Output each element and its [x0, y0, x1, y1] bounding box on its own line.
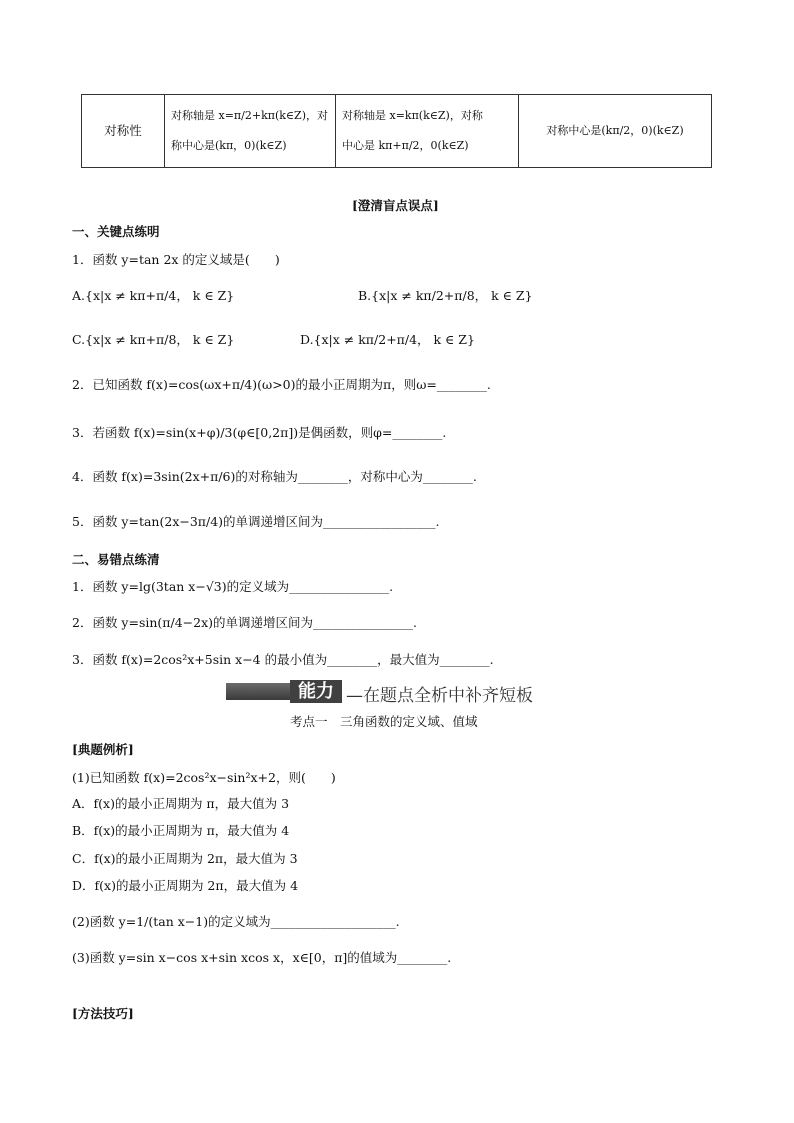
part2-heading: 二、易错点练清	[72, 552, 160, 567]
sine-symmetry-line1: 对称轴是 x=π/2+kπ(k∈Z)，对	[171, 109, 328, 122]
section-title: [澄清盲点误点]	[352, 198, 439, 213]
cosine-symmetry-line1: 对称轴是 x=kπ(k∈Z)，对称	[342, 109, 483, 122]
method-heading: [方法技巧]	[72, 1006, 134, 1021]
example-heading: [典题例析]	[72, 742, 134, 757]
sine-symmetry-cell	[165, 95, 336, 168]
cosine-symmetry-line2: 中心是 kπ+π/2，0(k∈Z)	[342, 139, 469, 152]
example-problem-3: (3)函数 y=sin x−cos x+sin xcos x，x∈[0，π]的值域为________.	[72, 950, 452, 965]
tangent-symmetry-cell: 对称中心是(kπ/2，0)(k∈Z)	[519, 95, 712, 168]
banner-text: —在题点全析中补齐短板	[346, 686, 533, 706]
part1-q1-option-b: B.{x|x ≠ kπ/2+π/8， k ∈ Z}	[358, 288, 533, 303]
example-problem-2: (2)函数 y=1/(tan x−1)的定义域为____________________.	[72, 914, 400, 929]
row-label: 对称性	[82, 95, 165, 168]
part2-question-1: 1．函数 y=lg(3tan x−√3)的定义域为________________.	[72, 579, 394, 594]
part1-q1-option-d: D.{x|x ≠ kπ/2+π/4， k ∈ Z}	[300, 332, 475, 347]
symmetry-table	[81, 94, 712, 168]
part1-question-4: 4．函数 f(x)=3sin(2x+π/6)的对称轴为________，对称中心为________.	[72, 469, 477, 484]
cosine-symmetry-cell	[336, 95, 519, 168]
example-option-d: D．f(x)的最小正周期为 2π，最大值为 4	[72, 878, 299, 893]
ability-banner	[226, 680, 556, 704]
part1-q1-option-a: A.{x|x ≠ kπ+π/4， k ∈ Z}	[72, 288, 235, 303]
part1-q1-option-c: C.{x|x ≠ kπ+π/8， k ∈ Z}	[72, 332, 235, 347]
example-option-c: C．f(x)的最小正周期为 2π，最大值为 3	[72, 851, 298, 866]
part1-heading: 一、关键点练明	[72, 224, 160, 239]
part1-question-2: 2．已知函数 f(x)=cos(ωx+π/4)(ω>0)的最小正周期为π，则ω=________.	[72, 377, 491, 392]
banner-bar	[226, 683, 290, 700]
example-option-a: A．f(x)的最小正周期为 π，最大值为 3	[72, 796, 290, 811]
part1-question-1: 1．函数 y=tan 2x 的定义域是( )	[72, 252, 280, 267]
part1-question-3: 3．若函数 f(x)=sin(x+φ)/3(φ∈[0,2π])是偶函数，则φ=________.	[72, 425, 447, 440]
part1-question-5: 5．函数 y=tan(2x−3π/4)的单调递增区间为__________________.	[72, 514, 440, 529]
part2-question-3: 3．函数 f(x)=2cos²x+5sin x−4 的最小值为________，最大值为________.	[72, 652, 494, 667]
topic-title: 考点一 三角函数的定义域、值域	[290, 714, 478, 729]
sine-symmetry-line2: 称中心是(kπ，0)(k∈Z)	[171, 139, 287, 152]
part2-question-2: 2．函数 y=sin(π/4−2x)的单调递增区间为________________.	[72, 615, 418, 630]
example-problem-1: (1)已知函数 f(x)=2cos²x−sin²x+2，则( )	[72, 770, 336, 785]
example-option-b: B．f(x)的最小正周期为 π，最大值为 4	[72, 823, 290, 838]
banner-tag: 能力	[290, 680, 342, 703]
